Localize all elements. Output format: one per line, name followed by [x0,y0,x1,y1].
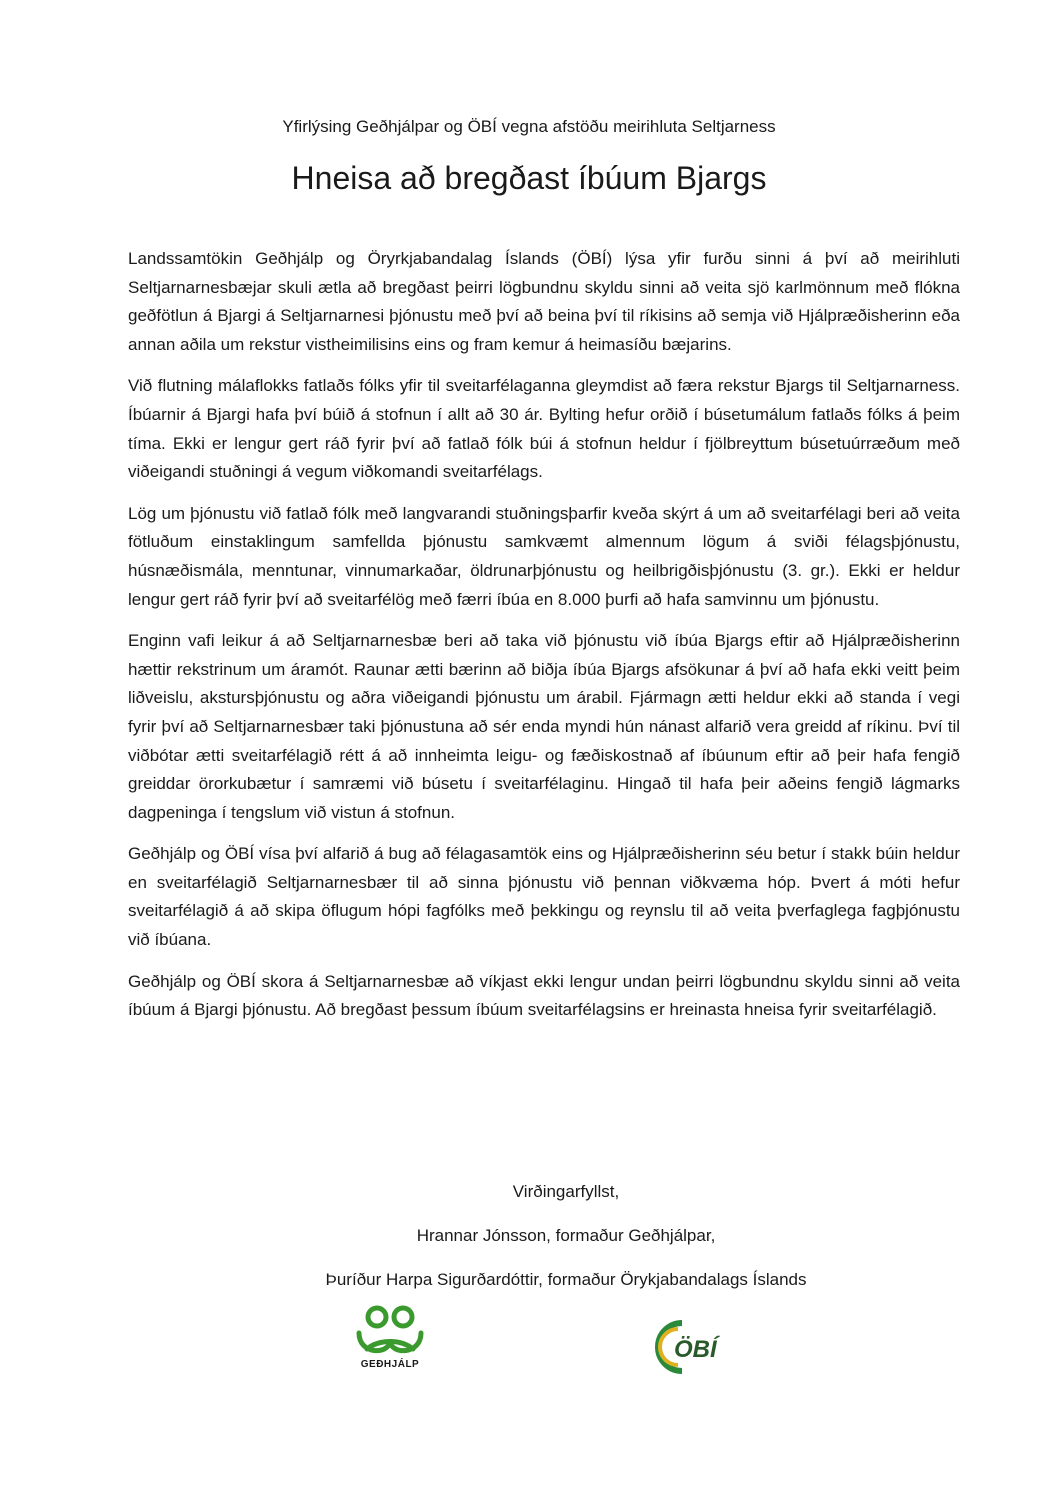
obi-logo-text: ÖBÍ [674,1336,717,1363]
closing-greeting: Virðingarfyllst, [512,1182,620,1201]
paragraph: Geðhjálp og ÖBÍ skora á Seltjarnarnesbæ að víkjast ekki lengur undan þeirri lögbundnu skyldu sinni að veita íbúum á Bjargi þjónustu. Að bregðast þessum íbúum sveitarfélagsins er hreinasta hneisa fyrir sveitarfélagið. [128,971,960,1020]
paragraph: Geðhjálp og ÖBÍ vísa því alfarið á bug að félagasamtök eins og Hjálpræðisherinn séu betur í stakk búin heldur en sveitarfélagið Seltjarnarnesbær til að sinna þjónustu við þennan viðkvæma hóp. Þvert á móti hefur sveitarfélagið á að skipa öflugum hópi fagfólks með þekkingu og reynslu til að veita þverfaglega fagþjónustu við íbúana. [128,844,960,950]
gedhjalp-logo-text: GEÐHJÁLP [360,1359,420,1370]
obi-logo-icon [652,1315,742,1375]
signer-1: Hrannar Jónsson, formaður Geðhjálpar, [416,1226,716,1245]
document-subtitle: Yfirlýsing Geðhjálpar og ÖBÍ vegna afstöðu meirihluta Seltjarness [282,117,776,136]
document-title: Hneisa að bregðast íbúum Bjargs [291,160,767,196]
gedhjalp-logo-icon [345,1303,435,1375]
document-body [128,245,960,1038]
paragraph: Við flutning málaflokks fatlaðs fólks yfir til sveitarfélaganna gleymdist að færa rekstur Bjargs til Seltjarnarness. Íbúarnir á Bjargi hafa því búið á stofnun í allt að 30 ár. Bylting hefur orðið í búsetumálum fatlaðs fólks á þeim tíma. Ekki er lengur gert ráð fyrir því að fatlað fólk búi á stofnun heldur í fjölbreyttum búsetuúrræðum með viðeigandi stuðningi á vegum viðkomandi sveitarfélags. [128,376,960,482]
paragraph: Lög um þjónustu við fatlað fólk með langvarandi stuðningsþarfir kveða skýrt á um að sveitarfélagi beri að veita fötluðum einstaklingum samfellda þjónustu samkvæmt almennum lögum á sviði félagsþjónustu, húsnæðismála, menntunar, vinnumarkaðar, öldrunarþjónustu og heilbrigðisþjónustu (3. gr.). Ekki er heldur lengur gert ráð fyrir því að sveitarfélög með færri íbúa en 8.000 þurfi að hafa samvinnu um þjónustu. [128,503,960,609]
paragraph: Enginn vafi leikur á að Seltjarnarnesbæ beri að taka við þjónustu við íbúa Bjargs eftir að Hjálpræðisherinn hættir rekstrinum um áramót. Raunar ætti bærinn að biðja íbúa Bjargs afsökunar á því að hafa ekki veitt þeim liðveislu, akstursþjónustu og aðra viðeigandi þjónustu um árabil. Fjármagn ætti heldur ekki að standa í vegi fyrir því að Seltjarnarnesbær taki þjónustuna að sér enda myndi hún nánast alfarið vera greidd af ríkinu. Því til viðbótar ætti sveitarfélagið rétt á að innheimta leigu- og fæðiskostnað af íbúunum eftir að þeir hafa fengið greiddar örorkubætur í samræmi við búsetu í sveitarfélaginu. Hingað til hafa þeir aðeins fengið lágmarks dagpeninga í tengslum við vistun á stofnun. [128,631,960,822]
paragraph: Landssamtökin Geðhjálp og Öryrkjabandalag Íslands (ÖBÍ) lýsa yfir furðu sinni á því að meirihluti Seltjarnarnesbæjar skuli ætla að bregðast þeirri lögbundnu skyldu sinni að veita sjö karlmönnum með flókna geðfötlun á Bjargi á Seltjarnarnesi þjónustu með því að beina því til ríkisins að semja við Hjálpræðisherinn eða annan aðila um rekstur vistheimilisins eins og fram kemur á heimasíðu bæjarins. [128,249,960,354]
signer-2: Þuríður Harpa Sigurðardóttir, formaður Örykjabandalags Íslands [325,1270,807,1289]
signature-block [200,1178,932,1310]
